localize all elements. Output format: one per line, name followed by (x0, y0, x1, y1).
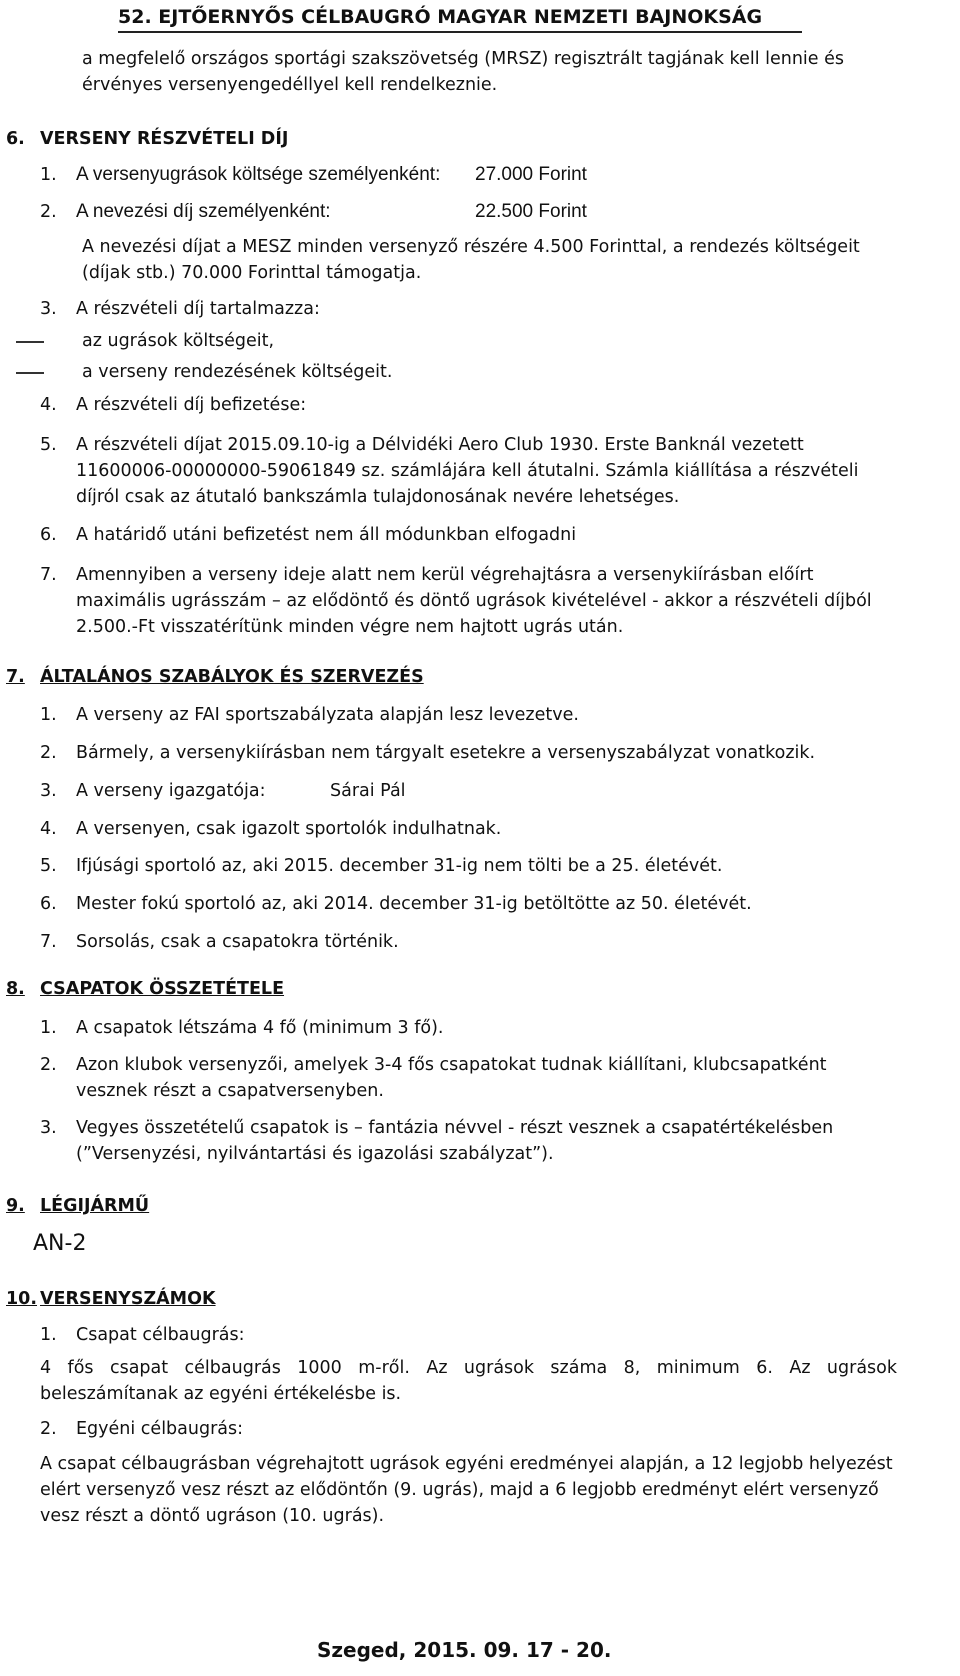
s10-para-1-line-1: 4 fős csapat célbaugrás 1000 m-ről. Az ugrások száma 8, minimum 6. Az ugrások (40, 1358, 897, 1378)
s6-bullet-2: a verseny rendezésének költségeit. (82, 362, 393, 382)
header-rule (118, 31, 802, 33)
s6-item-1-number: 1. (40, 165, 57, 185)
s6-note-line-1: A nevezési díjat a MESZ minden versenyző részére 4.500 Forinttal, a rendezés költségeit (82, 237, 860, 257)
s6-item-2-value: 22.500 Forint (475, 201, 587, 222)
s8-item-3-number: 3. (40, 1118, 57, 1138)
section-10-number: 10. (6, 1289, 38, 1309)
s6-bullet-1: az ugrások költségeit, (82, 331, 275, 351)
s10-item-1-number: 1. (40, 1325, 57, 1345)
s7-item-1-text: A verseny az FAI sportszabályzata alapján lesz levezetve. (76, 705, 579, 725)
dash-bullet (16, 372, 44, 374)
s6-item-4-number: 4. (40, 395, 57, 415)
s6-item-7-line-2: maximális ugrásszám – az elődöntő és döntő ugrások kivételével - akkor a részvételi díjból (76, 591, 872, 611)
page-footer: Szeged, 2015. 09. 17 - 20. (317, 1638, 612, 1662)
s10-item-2-number: 2. (40, 1419, 57, 1439)
s8-item-3-line-2: (”Versenyzési, nyilvántartási és igazolási szabályzat”). (76, 1144, 554, 1164)
s6-note-line-2: (díjak stb.) 70.000 Forinttal támogatja. (82, 263, 422, 283)
section-6-title: VERSENY RÉSZVÉTELI DÍJ (40, 129, 289, 149)
s6-item-1-value: 27.000 Forint (475, 164, 587, 185)
s10-item-1-text: Csapat célbaugrás: (76, 1325, 245, 1345)
s7-item-2-number: 2. (40, 743, 57, 763)
aircraft-name: AN-2 (33, 1231, 87, 1256)
s6-item-5-line-1: A részvételi díjat 2015.09.10-ig a Délvidéki Aero Club 1930. Erste Banknál vezetett (76, 435, 804, 455)
s10-para-2-line-1: A csapat célbaugrásban végrehajtott ugrások egyéni eredményei alapján, a 12 legjobb helyezést (40, 1454, 893, 1474)
s7-item-3-label: A verseny igazgatója: (76, 781, 266, 801)
s6-item-2-label: A nevezési díj személyenként: (76, 201, 331, 222)
s8-item-2-number: 2. (40, 1055, 57, 1075)
s6-item-1-label: A versenyugrások költsége személyenként: (76, 164, 441, 185)
s6-item-6-text: A határidő utáni befizetést nem áll módunkban elfogadni (76, 525, 577, 545)
s8-item-2-line-2: vesznek részt a csapatversenyben. (76, 1081, 384, 1101)
s6-item-3-number: 3. (40, 299, 57, 319)
section-8-number: 8. (6, 979, 25, 999)
s7-item-7-text: Sorsolás, csak a csapatokra történik. (76, 932, 399, 952)
s10-para-2-line-2: elért versenyző vesz részt az elődöntőn (9. ugrás), majd a 6 legjobb eredményt elért versenyző (40, 1480, 879, 1500)
s7-item-6-number: 6. (40, 894, 57, 914)
s6-item-4-text: A részvételi díj befizetése: (76, 395, 307, 415)
s6-item-5-number: 5. (40, 435, 57, 455)
s7-item-4-number: 4. (40, 819, 57, 839)
s7-item-3-value: Sárai Pál (330, 781, 406, 801)
section-10-title: VERSENYSZÁMOK (40, 1289, 216, 1309)
section-7-title: ÁLTALÁNOS SZABÁLYOK ÉS SZERVEZÉS (40, 667, 424, 687)
section-9-title: LÉGIJÁRMŰ (40, 1196, 150, 1216)
s7-item-7-number: 7. (40, 932, 57, 952)
s6-item-7-number: 7. (40, 565, 57, 585)
page-header: 52. EJTŐERNYŐS CÉLBAUGRÓ MAGYAR NEMZETI BAJNOKSÁG (118, 6, 763, 28)
section-6-number: 6. (6, 129, 25, 149)
dash-bullet (16, 341, 44, 343)
intro-line-2: érvényes versenyengedéllyel kell rendelkeznie. (82, 75, 498, 95)
s7-item-1-number: 1. (40, 705, 57, 725)
section-9-number: 9. (6, 1196, 25, 1216)
s10-para-2-line-3: vesz részt a döntő ugráson (10. ugrás). (40, 1506, 385, 1526)
s6-item-2-number: 2. (40, 202, 57, 222)
s8-item-3-line-1: Vegyes összetételű csapatok is – fantázia névvel - részt vesznek a csapatértékelésben (76, 1118, 834, 1138)
s6-item-3-text: A részvételi díj tartalmazza: (76, 299, 320, 319)
section-8-title: CSAPATOK ÖSSZETÉTELE (40, 979, 285, 999)
s6-item-6-number: 6. (40, 525, 57, 545)
s8-item-1-text: A csapatok létszáma 4 fő (minimum 3 fő). (76, 1018, 444, 1038)
s6-item-5-line-3: díjról csak az átutaló bankszámla tulajdonosának nevére lehetséges. (76, 487, 680, 507)
s7-item-6-text: Mester fokú sportoló az, aki 2014. december 31-ig betöltötte az 50. életévét. (76, 894, 752, 914)
s7-item-4-text: A versenyen, csak igazolt sportolók indulhatnak. (76, 819, 502, 839)
s8-item-1-number: 1. (40, 1018, 57, 1038)
section-7-number: 7. (6, 667, 25, 687)
s10-para-1-line-2: beleszámítanak az egyéni értékelésbe is. (40, 1384, 402, 1404)
s10-item-2-text: Egyéni célbaugrás: (76, 1419, 244, 1439)
s7-item-5-number: 5. (40, 856, 57, 876)
s7-item-2-text: Bármely, a versenykiírásban nem tárgyalt esetekre a versenyszabályzat vonatkozik. (76, 743, 816, 763)
s6-item-7-line-3: 2.500.-Ft visszatérítünk minden végre nem hajtott ugrás után. (76, 617, 624, 637)
s7-item-3-number: 3. (40, 781, 57, 801)
intro-line-1: a megfelelő országos sportági szakszövetség (MRSZ) regisztrált tagjának kell lennie és (82, 49, 845, 69)
s8-item-2-line-1: Azon klubok versenyzői, amelyek 3-4 fős csapatokat tudnak kiállítani, klubcsapatként (76, 1055, 827, 1075)
s6-item-5-line-2: 11600006-00000000-59061849 sz. számlájára kell átutalni. Számla kiállítása a részvételi (76, 461, 859, 481)
s6-item-7-line-1: Amennyiben a verseny ideje alatt nem kerül végrehajtásra a versenykiírásban előírt (76, 565, 814, 585)
s7-item-5-text: Ifjúsági sportoló az, aki 2015. december 31-ig nem tölti be a 25. életévét. (76, 856, 723, 876)
